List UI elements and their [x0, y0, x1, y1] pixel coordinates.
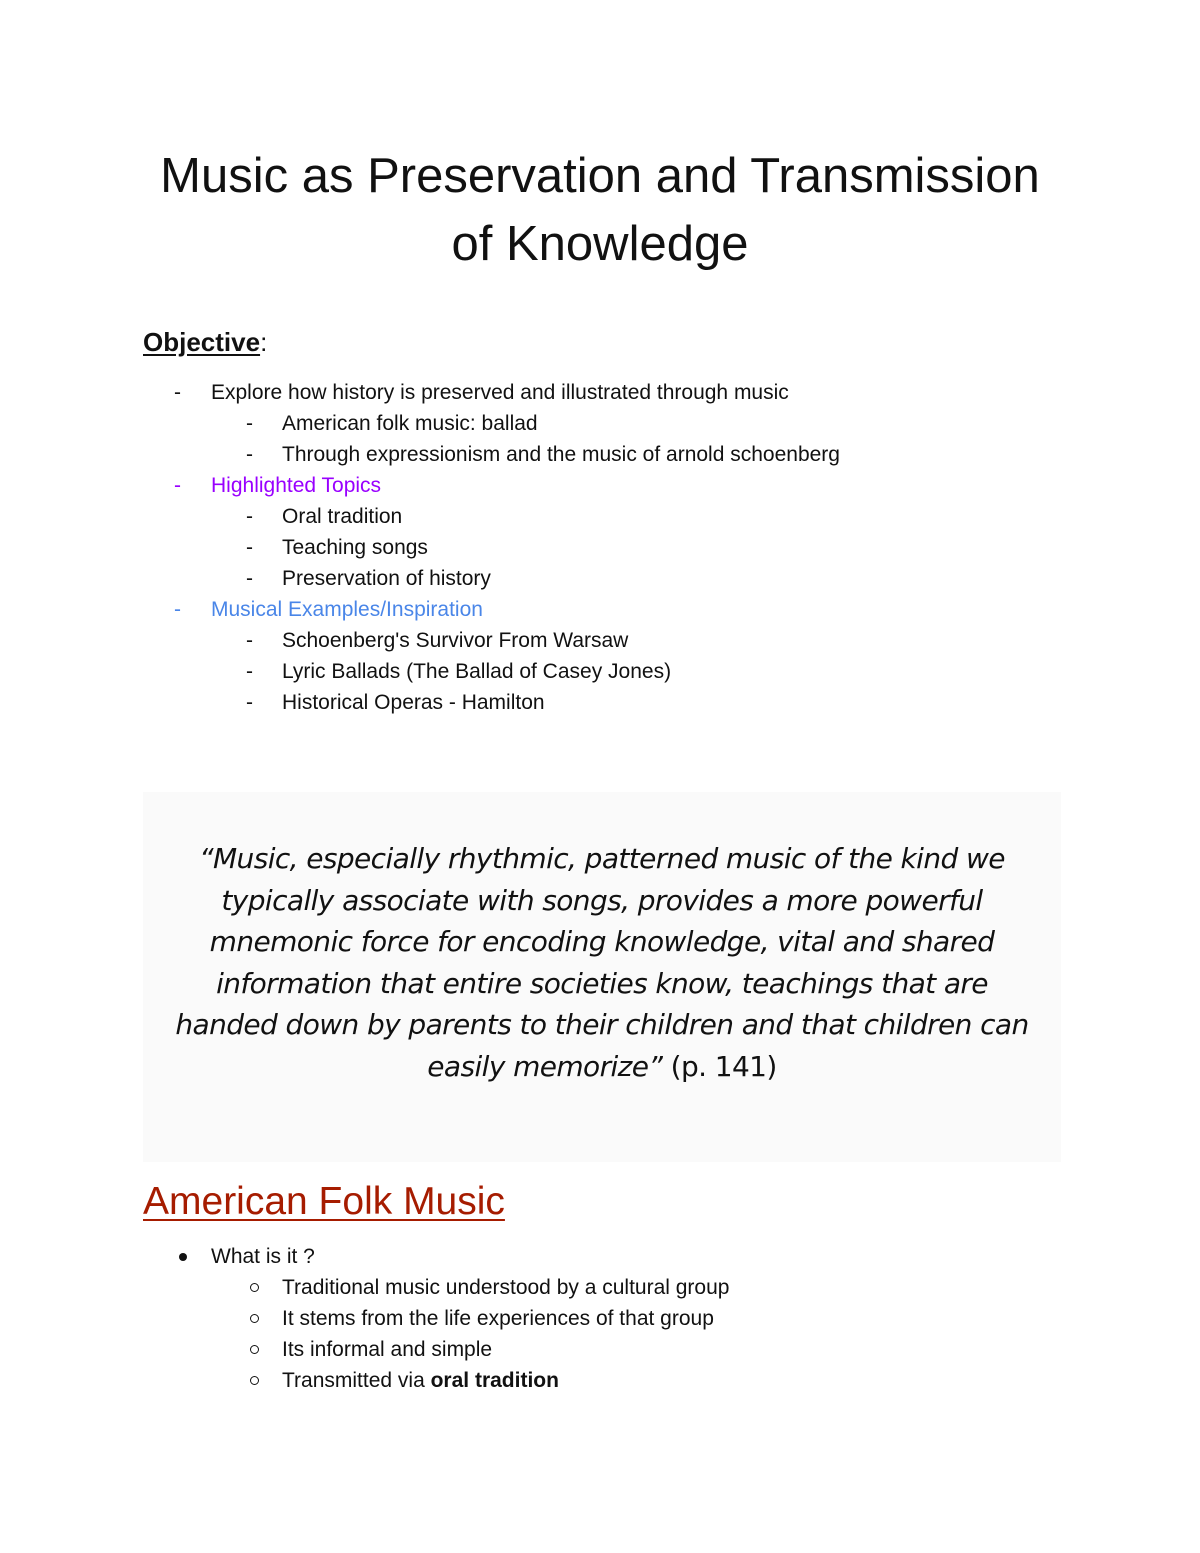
hollow-bullet-icon [250, 1283, 259, 1292]
objective-subitem [0, 532, 1200, 563]
objective-subitem [0, 408, 1200, 439]
objective-subitem [0, 687, 1200, 718]
folk-question-text: What is it ? [211, 1245, 315, 1268]
objective-item [0, 377, 1200, 408]
quote-line: information that entire societies know, teachings that are [216, 966, 988, 1000]
hollow-bullet-icon [250, 1314, 259, 1323]
folk-point-text [282, 1365, 559, 1396]
quote-line: mnemonic force for encoding knowledge, vital and shared [209, 925, 995, 959]
dash-marker: - [246, 505, 253, 528]
folk-music-list [0, 1241, 1200, 1396]
quote-text [143, 838, 1061, 1088]
quote-line: handed down by parents to their children and that children can [175, 1008, 1029, 1042]
dash-marker: - [246, 660, 253, 683]
objective-subitem [0, 501, 1200, 532]
objective-subitem-text: Through expressionism and the music of arnold schoenberg [282, 443, 840, 466]
objective-subitem [0, 439, 1200, 470]
folk-point-item [0, 1365, 1200, 1396]
dash-marker: - [246, 412, 253, 435]
quote-citation: (p. 141) [670, 1049, 777, 1083]
filled-bullet-icon [179, 1253, 187, 1261]
objective-subitem [0, 656, 1200, 687]
page-title-line-2: of Knowledge [451, 217, 749, 271]
dash-marker: - [246, 691, 253, 714]
objective-heading [143, 324, 267, 360]
musical-examples-text: Musical Examples/Inspiration [211, 598, 483, 621]
american-folk-music-heading: American Folk Music [143, 1180, 505, 1223]
quote-line: typically associate with songs, provides a more powerful [221, 883, 983, 917]
folk-point-item [0, 1303, 1200, 1334]
quote-line-end: easily memorize” [427, 1049, 663, 1083]
folk-question-item [0, 1241, 1200, 1272]
folk-point-prefix: Transmitted via [282, 1369, 431, 1392]
objective-subitem [0, 563, 1200, 594]
objective-label: Objective [143, 327, 261, 357]
quote-image [143, 792, 1061, 1162]
objective-subitem-text: American folk music: ballad [282, 412, 538, 435]
objective-subitem-text: Oral tradition [282, 505, 403, 528]
objective-colon: : [260, 327, 268, 357]
quote-line: “Music, especially rhythmic, patterned music of the kind we [199, 842, 1005, 875]
oral-tradition-bold: oral tradition [430, 1369, 559, 1392]
objective-subitem-text: Lyric Ballads (The Ballad of Casey Jones) [282, 660, 672, 683]
objective-subitem [0, 625, 1200, 656]
objective-subitem-text: Preservation of history [282, 567, 491, 590]
objective-subitem-text: Schoenberg's Survivor From Warsaw [282, 629, 629, 652]
page-title-line-1: Music as Preservation and Transmission [160, 149, 1040, 203]
hollow-bullet-icon [250, 1376, 259, 1385]
dash-marker: - [246, 567, 253, 590]
folk-point-item [0, 1334, 1200, 1365]
folk-point-text: Its informal and simple [282, 1338, 493, 1361]
quote-line-last [143, 1046, 1061, 1088]
dash-marker: - [174, 474, 181, 497]
objective-item-text: Explore how history is preserved and illustrated through music [211, 381, 789, 404]
objective-subitem-text: Historical Operas - Hamilton [282, 691, 545, 714]
dash-marker: - [246, 536, 253, 559]
folk-point-text: It stems from the life experiences of that group [282, 1307, 714, 1330]
dash-marker: - [174, 381, 181, 404]
musical-examples-item [0, 594, 1200, 625]
page-title [100, 142, 1100, 278]
dash-marker: - [246, 629, 253, 652]
hollow-bullet-icon [250, 1345, 259, 1354]
folk-point-item [0, 1272, 1200, 1303]
highlighted-topics-item [0, 470, 1200, 501]
highlighted-topics-text: Highlighted Topics [211, 474, 382, 497]
objective-list [0, 377, 1200, 718]
folk-point-text: Traditional music understood by a cultural group [282, 1276, 730, 1299]
dash-marker: - [174, 598, 181, 621]
dash-marker: - [246, 443, 253, 466]
objective-subitem-text: Teaching songs [282, 536, 428, 559]
